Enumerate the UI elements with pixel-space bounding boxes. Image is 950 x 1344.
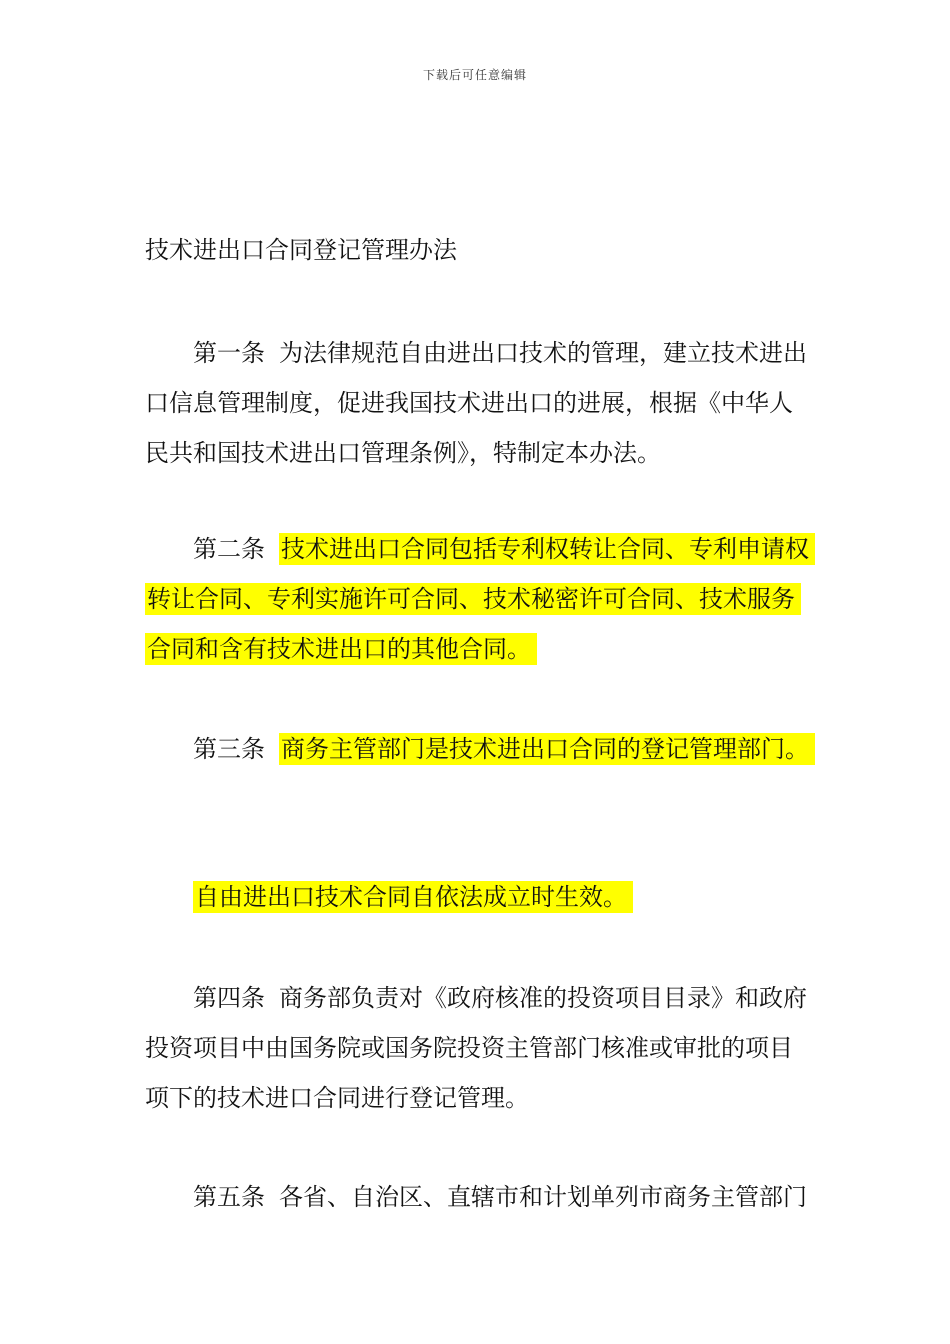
article-3 — [145, 724, 815, 774]
article-1-line-2: 口信息管理制度，促进我国技术进出口的进展，根据《中华人 — [145, 389, 793, 417]
article-4-line-1 — [145, 973, 815, 1023]
article-2-text: 技术进出口合同包括专利权转让合同、专利申请权 — [279, 533, 815, 565]
article-1-line-1 — [145, 328, 815, 378]
article-4-text: 商务部负责对《政府核准的投资项目目录》和政府 — [279, 984, 807, 1012]
article-4-label: 第四条 — [193, 984, 265, 1012]
continuation-line-1 — [145, 872, 815, 922]
header-note: 下载后可任意编辑 — [422, 68, 527, 82]
article-1 — [145, 328, 815, 478]
article-2-text-2: 转让合同、专利实施许可合同、技术秘密许可合同、技术服务 — [145, 583, 801, 615]
article-2 — [145, 524, 815, 674]
article-4-line-2: 投资项目中由国务院或国务院投资主管部门核准或审批的项目 — [145, 1034, 793, 1062]
article-5-label: 第五条 — [193, 1183, 265, 1211]
article-5-line-1 — [145, 1172, 815, 1222]
article-1-line-3: 民共和国技术进出口管理条例》，特制定本办法。 — [145, 439, 661, 467]
article-5 — [145, 1172, 815, 1222]
article-2-line-1 — [145, 524, 815, 574]
article-3-label: 第三条 — [193, 735, 265, 763]
article-1-text: 为法律规范自由进出口技术的管理，建立技术进出 — [279, 339, 807, 367]
article-5-text: 各省、自治区、直辖市和计划单列市商务主管部门 — [279, 1183, 807, 1211]
article-1-label: 第一条 — [193, 339, 265, 367]
article-4 — [145, 973, 815, 1123]
article-2-line-3 — [145, 624, 815, 674]
article-2-line-2 — [145, 574, 815, 624]
article-4-line-3: 项下的技术进口合同进行登记管理。 — [145, 1084, 529, 1112]
document-title: 技术进出口合同登记管理办法 — [145, 236, 457, 264]
article-2-text-3: 合同和含有技术进出口的其他合同。 — [145, 633, 537, 665]
article-3-text: 商务主管部门是技术进出口合同的登记管理部门。 — [279, 733, 815, 765]
article-3-line-1 — [145, 724, 815, 774]
continuation-text: 自由进出口技术合同自依法成立时生效。 — [193, 881, 633, 913]
continuation-paragraph — [145, 872, 815, 922]
article-2-label: 第二条 — [193, 535, 265, 563]
